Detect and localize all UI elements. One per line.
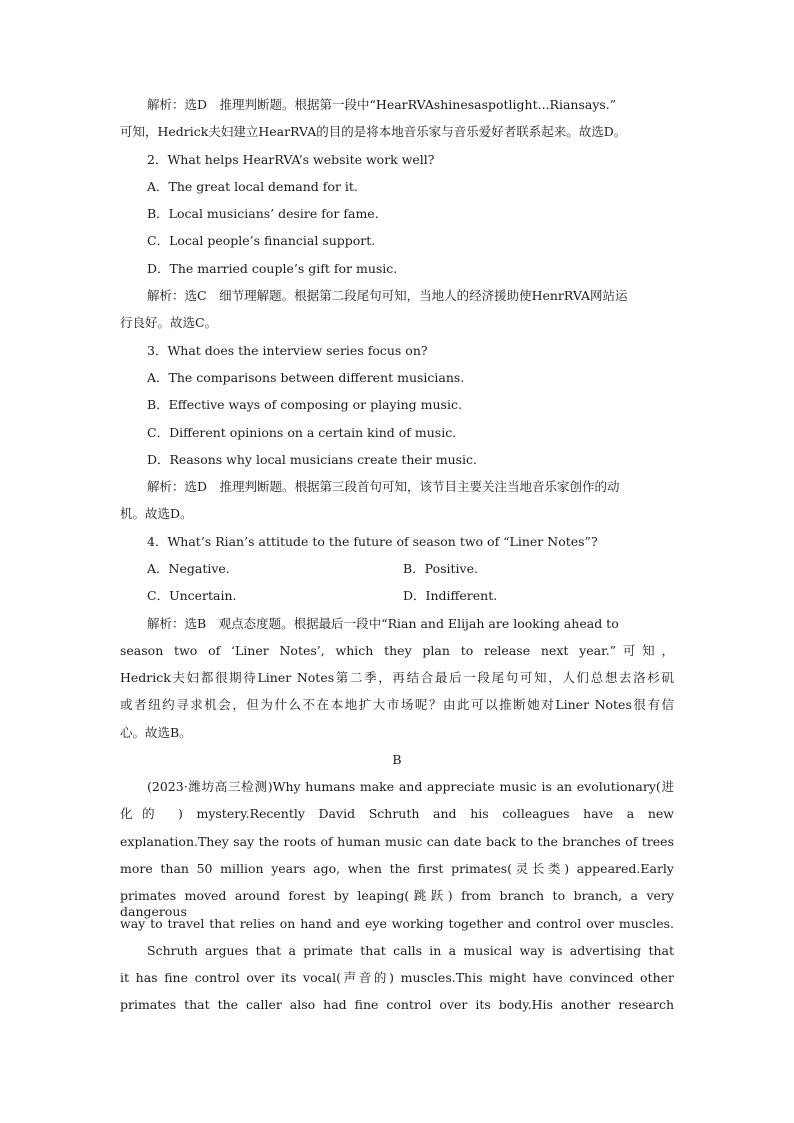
- section-heading: B: [392, 752, 402, 767]
- q2-option-c: C．Local people’s financial support.: [147, 233, 376, 248]
- q3-option-b: B．Effective ways of composing or playing music.: [147, 397, 462, 412]
- q3-option-a: A．The comparisons between different musicians.: [147, 370, 465, 385]
- passage-p1-line-2: 化的 ) mystery.Recently David Schruth and his colleagues have a new: [120, 806, 674, 821]
- q1-analysis-line-1: 解析：选D 推理判断题。根据第一段中“HearRVAshinesaspotlight...Riansays.”: [147, 97, 617, 112]
- q4-option-c: C．Uncertain.: [147, 588, 237, 603]
- passage-p1-line-1: (2023·潍坊高三检测)Why humans make and appreciate music is an evolutionary(进: [147, 779, 674, 794]
- passage-p2-line-3: primates that the caller also had fine control over its body.His another research: [120, 997, 674, 1012]
- q4-analysis-line-1: 解析：选B 观点态度题。根据最后一段中“Rian and Elijah are looking ahead to: [147, 616, 619, 631]
- q4-option-d: D．Indifferent.: [403, 588, 498, 603]
- q2-option-d: D．The married couple’s gift for music.: [147, 261, 398, 276]
- passage-p2-line-1: Schruth argues that a primate that calls in a musical way is advertising that: [147, 943, 674, 958]
- q3-option-d: D．Reasons why local musicians create their music.: [147, 452, 478, 467]
- q4-analysis-line-4: 或者纽约寻求机会，但为什么不在本地扩大市场呢？由此可以推断她对Liner Notes很有信: [120, 697, 674, 712]
- q4-analysis-line-3: Hedrick夫妇都很期待Liner Notes第二季，再结合最后一段尾句可知，人们总想去洛杉矶: [120, 670, 674, 685]
- q4-analysis-line-2: season two of ‘Liner Notes’, which they plan to release next year.”可知，: [120, 643, 674, 658]
- q3-option-c: C．Different opinions on a certain kind of music.: [147, 425, 457, 440]
- passage-p1-line-6: way to travel that relies on hand and eye working together and control over muscles.: [120, 916, 674, 931]
- q4-option-b: B．Positive.: [403, 561, 478, 576]
- q4-option-a: A．Negative.: [147, 561, 230, 576]
- q4-stem: 4．What’s Rian’s attitude to the future of season two of “Liner Notes”?: [147, 534, 598, 549]
- q2-option-a: A．The great local demand for it.: [147, 179, 358, 194]
- passage-p1-line-3: explanation.They say the roots of human music can date back to the branches of trees: [120, 834, 674, 849]
- passage-p1-line-4: more than 50 million years ago, when the first primates(灵长类) appeared.Early: [120, 861, 674, 876]
- q2-option-b: B．Local musicians’ desire for fame.: [147, 206, 379, 221]
- q3-analysis-line-2: 机。故选D。: [120, 506, 193, 521]
- q1-analysis-line-2: 可知，Hedrick夫妇建立HearRVA的目的是将本地音乐家与音乐爱好者联系起来。故选D。: [120, 124, 627, 139]
- q3-stem: 3．What does the interview series focus on?: [147, 343, 428, 358]
- q4-analysis-line-5: 心。故选B。: [120, 725, 192, 740]
- q2-analysis-line-2: 行良好。故选C。: [120, 315, 218, 330]
- q3-analysis-line-1: 解析：选D 推理判断题。根据第三段首句可知，该节目主要关注当地音乐家创作的动: [147, 479, 620, 494]
- passage-p1-line-5: primates moved around forest by leaping(跳跃) from branch to branch, a very dangerous: [120, 888, 674, 919]
- q2-stem: 2．What helps HearRVA’s website work well?: [147, 152, 435, 167]
- passage-p2-line-2: it has fine control over its vocal(声音的) muscles.This might have convinced other: [120, 970, 674, 985]
- q2-analysis-line-1: 解析：选C 细节理解题。根据第二段尾句可知，当地人的经济援助使HenrRVA网站运: [147, 288, 628, 303]
